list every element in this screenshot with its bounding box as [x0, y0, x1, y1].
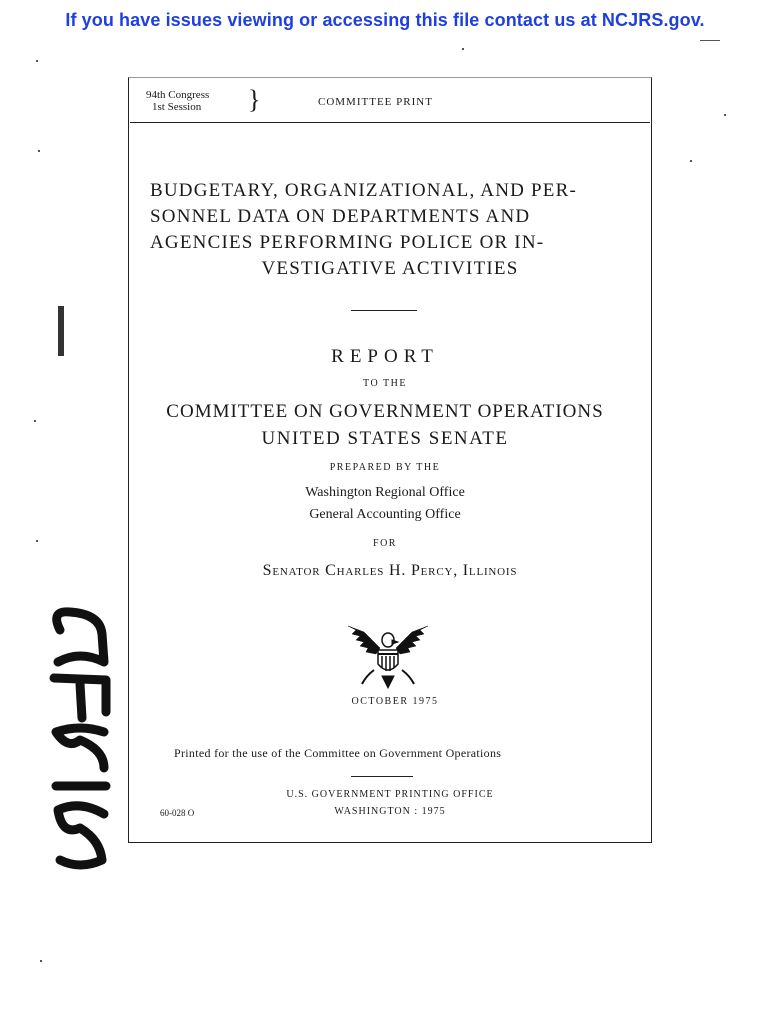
- footer-divider-rule: [351, 776, 413, 777]
- congress-line: 94th Congress: [146, 89, 210, 101]
- handwritten-number-31372: [40, 600, 120, 880]
- scan-speck: [724, 114, 726, 116]
- scan-speck: [40, 960, 42, 962]
- scan-speck: [700, 40, 720, 41]
- congress-session-label: [146, 85, 261, 114]
- job-number: 60-028 O: [160, 808, 195, 818]
- title-line-1: BUDGETARY, ORGANIZATIONAL, AND PER-: [150, 180, 577, 201]
- gpo-city-year: WASHINGTON : 1975: [334, 806, 446, 817]
- committee-print-label: COMMITTEE PRINT: [318, 96, 433, 108]
- report-heading: REPORT: [331, 346, 439, 367]
- eagle-seal-icon: [346, 618, 430, 690]
- to-the-label: TO THE: [363, 378, 407, 389]
- senator-name: Senator Charles H. Percy, Illinois: [262, 562, 518, 579]
- scan-speck: [36, 60, 38, 62]
- document-title: [150, 178, 630, 282]
- scan-speck: [34, 420, 36, 422]
- gpo-label: U.S. GOVERNMENT PRINTING OFFICE: [286, 789, 494, 800]
- scan-speck: [690, 160, 692, 162]
- prepared-by-label: PREPARED BY THE: [329, 462, 441, 473]
- scan-speck: [36, 540, 38, 542]
- session-line: 1st Session: [152, 101, 202, 113]
- scan-speck: [462, 48, 464, 50]
- printed-for-line: Printed for the use of the Committee on Government Operations: [174, 746, 502, 760]
- title-line-2: SONNEL DATA ON DEPARTMENTS AND: [150, 206, 531, 227]
- report-date: OCTOBER 1975: [351, 696, 439, 707]
- scan-mark: [58, 306, 64, 356]
- title-line-4: VESTIGATIVE ACTIVITIES: [261, 258, 519, 279]
- committee-name: COMMITTEE ON GOVERNMENT OPERATIONS: [166, 401, 604, 422]
- brace-glyph: }: [248, 85, 261, 114]
- office-line-1: Washington Regional Office: [305, 485, 465, 500]
- divider-rule: [351, 310, 417, 311]
- title-line-3: AGENCIES PERFORMING POLICE OR IN-: [150, 232, 545, 253]
- office-line-2: General Accounting Office: [309, 507, 461, 522]
- senate-name: UNITED STATES SENATE: [261, 428, 509, 449]
- scan-speck: [38, 150, 40, 152]
- ncjrs-banner[interactable]: If you have issues viewing or accessing this file contact us at NCJRS.gov.: [65, 10, 705, 30]
- header-rule: [130, 122, 650, 123]
- for-label: FOR: [373, 538, 397, 549]
